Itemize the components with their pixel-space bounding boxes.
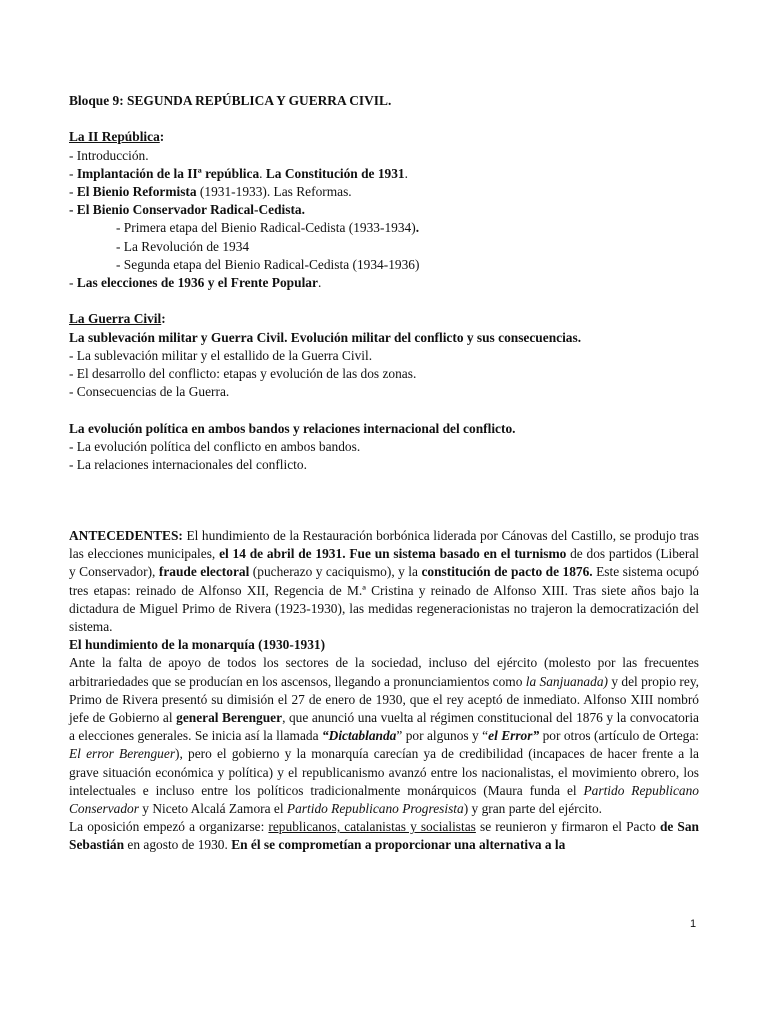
outline-item: - El desarrollo del conflicto: etapas y evolución de las dos zonas. bbox=[69, 366, 417, 382]
index-outline bbox=[69, 92, 709, 474]
outline-subitem: - La Revolución de 1934 bbox=[116, 238, 250, 254]
hundimiento-paragraph: Ante la falta de apoyo de todos los sectores de la sociedad, incluso del ejército (molesto por las frecuentes arbitrariedades que se producían en los ascensos, llegando a pronunciamientos como la Sanjuanada) y del propio rey, Primo de Rivera presentó su dimisión el 27 de enero de 1930, que el rey aceptó de inmediato. Alfonso XIII nombró jefe de Gobierno al general Berenguer, que anunció una vuelta al régimen constitucional del 1876 y la convocatoria a elecciones generales. Se inicia así la llamada “Dictablanda” por algunos y “el Error” por otros (artículo de Ortega: El error Berenguer), pero el gobierno y la monarquía carecían ya de credibilidad (incapaces de hacer frente a la grave situación económica y política) y el republicanismo avanzó entre los nacionalistas, el movimiento obrero, los intelectuales e incluso entre los políticos tradicionalmente monárquicos (Maura funda el Partido Republicano Conservador y Niceto Alcalá Zamora el Partido Republicano Progresista) y gran parte del ejército. bbox=[69, 655, 700, 817]
document-title: Bloque 9: SEGUNDA REPÚBLICA Y GUERRA CIVIL. bbox=[69, 93, 392, 108]
outline-item: - Las elecciones de 1936 y el Frente Popular. bbox=[69, 275, 322, 291]
guerra-heading: La Guerra Civil: bbox=[69, 311, 166, 327]
outline-item: - La relaciones internacionales del conflicto. bbox=[69, 457, 307, 473]
outline-item: - La sublevación militar y el estallido de la Guerra Civil. bbox=[69, 347, 373, 363]
outline-subitem: - Segunda etapa del Bienio Radical-Cedista (1934-1936) bbox=[116, 256, 420, 272]
hundimiento-heading: El hundimiento de la monarquía (1930-1931) bbox=[69, 637, 326, 653]
outline-item: - La evolución política del conflicto en ambos bandos. bbox=[69, 438, 361, 454]
outline-item: - Introducción. bbox=[69, 147, 149, 163]
antecedentes-paragraph: ANTECEDENTES: El hundimiento de la Restauración borbónica liderada por Cánovas del Castillo, se produjo tras las elecciones municipales, el 14 de abril de 1931. Fue un sistema basado en el turnismo de dos partidos (Liberal y Conservador), fraude electoral (pucherazo y caciquismo), y la constitución de pacto de 1876. Este sistema ocupó tres etapas: reinado de Alfonso XII, Regencia de M.ª Cristina y reinado de Alfonso XIII. Tras siete años bajo la dictadura de Miguel Primo de Rivera (1923-1930), las medidas regeneracionistas no trajeron la democratización del sistema. bbox=[69, 528, 699, 635]
republica-heading: La II República: bbox=[69, 129, 165, 145]
oposicion-paragraph: La oposición empezó a organizarse: republicanos, catalanistas y socialistas se reunieron y firmaron el Pacto de San Sebastián en agosto de 1930. En él se comprometían a proporcionar una alternativa a la bbox=[69, 819, 700, 853]
body-text bbox=[69, 527, 699, 855]
page-number: 1 bbox=[690, 918, 697, 930]
outline-item: - El Bienio Reformista (1931-1933). Las Reformas. bbox=[69, 184, 352, 199]
outline-subitem: - Primera etapa del Bienio Radical-Cedista (1933-1934). bbox=[116, 220, 420, 236]
outline-item: - Implantación de la IIª república. La Constitución de 1931. bbox=[69, 165, 408, 181]
outline-item: - El Bienio Conservador Radical-Cedista. bbox=[69, 202, 305, 218]
guerra-subtitle: La sublevación militar y Guerra Civil. Evolución militar del conflicto y sus consecuencias. bbox=[69, 329, 582, 345]
politica-heading: La evolución política en ambos bandos y relaciones internacional del conflicto. bbox=[69, 420, 516, 436]
outline-item: - Consecuencias de la Guerra. bbox=[69, 384, 230, 400]
